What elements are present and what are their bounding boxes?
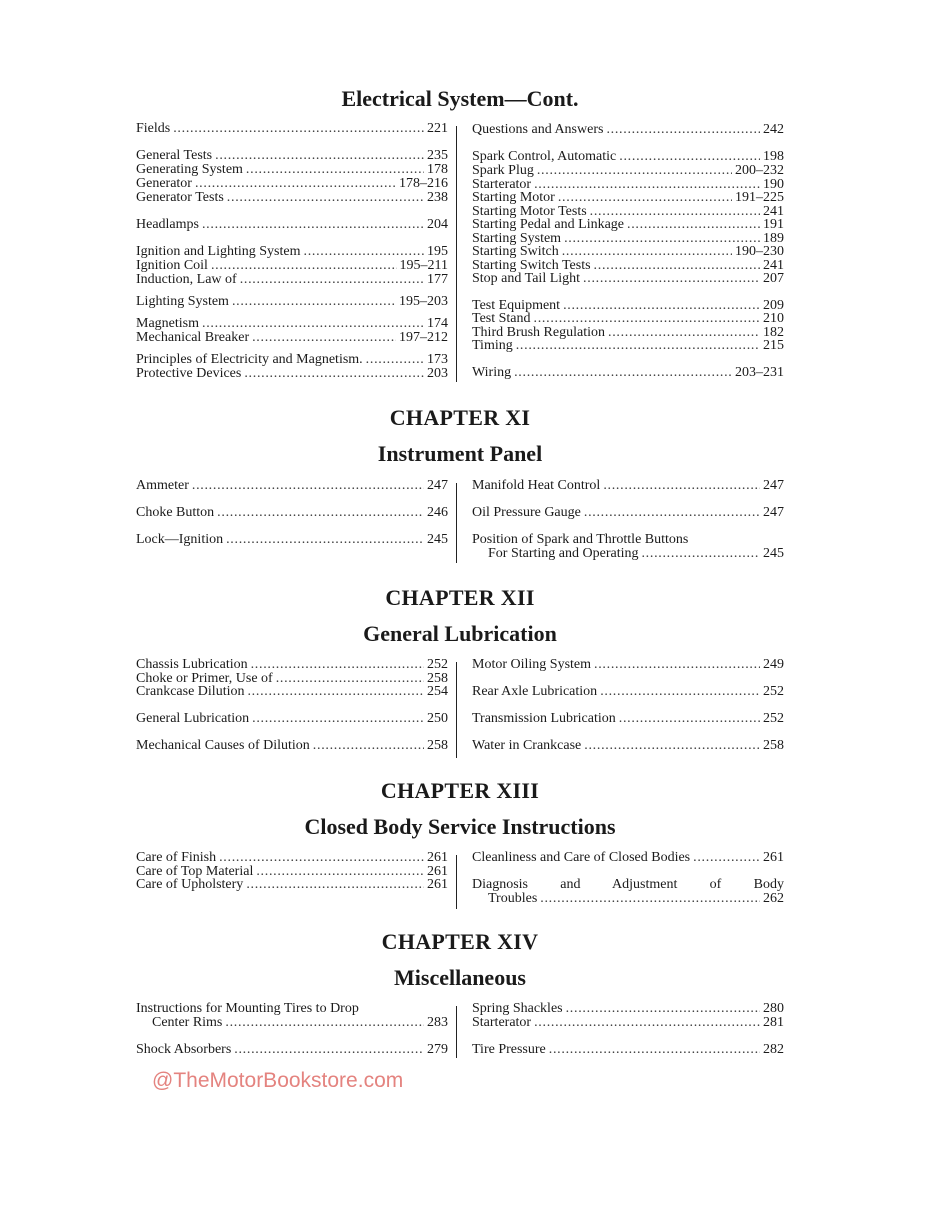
index-entry: Choke Button . . . 246 <box>136 506 448 520</box>
index-entry: Water in Crankcase . . . 258 <box>472 739 784 753</box>
index-entry: Starting System . . . 189 <box>472 232 784 246</box>
index-entry: Diagnosis and Adjustment of Body Troubles . . . 262 <box>472 878 784 906</box>
index-entry: General Lubrication . . . 250 <box>136 712 448 726</box>
index-entry: Stop and Tail Light . . . 207 <box>472 272 784 286</box>
index-entry: Ammeter . . . 247 <box>136 479 448 493</box>
index-entry: Ignition and Lighting System . . . 195 <box>136 245 448 259</box>
index-entry: Cleanliness and Care of Closed Bodies . . . 261 <box>472 851 784 865</box>
index-entry: Mechanical Causes of Dilution . . . 258 <box>136 739 448 753</box>
chapter-heading-12: CHAPTER XII <box>385 585 535 610</box>
index-chapter-13 <box>136 851 786 909</box>
index-entry: Tire Pressure . . . 282 <box>472 1043 784 1057</box>
index-entry: Test Stand . . . 210 <box>472 312 784 326</box>
index-entry: Starting Pedal and Linkage . . . 191 <box>472 218 784 232</box>
index-entry: Spark Plug . . . 200–232 <box>472 164 784 178</box>
index-entry: Rear Axle Lubrication . . . 252 <box>472 685 784 699</box>
index-entry: Questions and Answers . . . 242 <box>472 123 784 137</box>
index-entry: Starting Switch Tests . . . 241 <box>472 259 784 273</box>
index-entry: Protective Devices . . . 203 <box>136 367 448 381</box>
index-entry: Magnetism . . . 174 <box>136 317 448 331</box>
index-entry: Spark Control, Automatic . . . 198 <box>472 150 784 164</box>
index-entry: Wiring . . . 203–231 <box>472 366 784 380</box>
column-divider <box>456 662 457 758</box>
watermark: @TheMotorBookstore.com <box>152 1069 404 1092</box>
index-entry: Transmission Lubrication . . . 252 <box>472 712 784 726</box>
index-entry: General Tests . . . 235 <box>136 149 448 163</box>
index-entry: Lighting System . . . 195–203 <box>136 295 448 309</box>
section-title-electrical: Electrical System—Cont. <box>341 86 579 111</box>
index-entry: Lock—Ignition . . . 245 <box>136 533 448 547</box>
index-entry: Principles of Electricity and Magnetism. . . . 173 <box>136 353 448 367</box>
chapter-heading-13: CHAPTER XIII <box>380 778 540 803</box>
index-entry: Spring Shackles . . . 280 <box>472 1002 784 1016</box>
index-entry: Timing . . . 215 <box>472 339 784 353</box>
chapter-title-13: Closed Body Service Instructions <box>304 814 616 839</box>
column-divider <box>456 126 457 382</box>
index-entry: Third Brush Regulation . . . 182 <box>472 326 784 340</box>
index-entry: Generator . . . 178–216 <box>136 177 448 191</box>
index-entry: Care of Top Material . . . 261 <box>136 865 448 879</box>
chapter-title-12: General Lubrication <box>363 621 557 646</box>
index-entry: Starting Motor Tests . . . 241 <box>472 205 784 219</box>
index-entry: Generator Tests . . . 238 <box>136 191 448 205</box>
index-entry: Position of Spark and Throttle Buttons For Starting and Operating . . . 245 <box>472 533 784 561</box>
index-chapter-12 <box>136 658 786 758</box>
index-entry: Crankcase Dilution . . . 254 <box>136 685 448 699</box>
index-entry: Starting Motor . . . 191–225 <box>472 191 784 205</box>
index-entry: Care of Upholstery . . . 261 <box>136 878 448 892</box>
index-entry: Chassis Lubrication . . . 252 <box>136 658 448 672</box>
chapter-title-14: Miscellaneous <box>394 965 526 990</box>
column-divider <box>456 855 457 909</box>
index-entry: Induction, Law of . . . 177 <box>136 273 448 287</box>
column-divider <box>456 483 457 563</box>
index-electrical <box>136 122 786 382</box>
index-entry: Care of Finish . . . 261 <box>136 851 448 865</box>
chapter-heading-11: CHAPTER XI <box>389 405 531 430</box>
index-entry: Headlamps . . . 204 <box>136 218 448 232</box>
index-entry: Starting Switch . . . 190–230 <box>472 245 784 259</box>
index-entry: Motor Oiling System . . . 249 <box>472 658 784 672</box>
index-entry: Starterator . . . 190 <box>472 178 784 192</box>
index-chapter-11 <box>136 479 786 563</box>
index-entry: Ignition Coil . . . 195–211 <box>136 259 448 273</box>
index-entry: Shock Absorbers . . . 279 <box>136 1043 448 1057</box>
index-entry: Generating System . . . 178 <box>136 163 448 177</box>
index-entry: Test Equipment . . . 209 <box>472 299 784 313</box>
index-entry: Choke or Primer, Use of . . . 258 <box>136 672 448 686</box>
index-entry: Instructions for Mounting Tires to Drop Center Rims . . . 283 <box>136 1002 448 1030</box>
chapter-title-11: Instrument Panel <box>377 441 543 466</box>
index-entry: Manifold Heat Control . . . 247 <box>472 479 784 493</box>
chapter-heading-14: CHAPTER XIV <box>381 929 539 954</box>
column-divider <box>456 1006 457 1058</box>
index-entry: Mechanical Breaker . . . 197–212 <box>136 331 448 345</box>
index-entry: Starterator . . . 281 <box>472 1016 784 1030</box>
index-chapter-14 <box>136 1002 786 1058</box>
index-entry: Oil Pressure Gauge . . . 247 <box>472 506 784 520</box>
index-entry: Fields . . . 221 <box>136 122 448 136</box>
